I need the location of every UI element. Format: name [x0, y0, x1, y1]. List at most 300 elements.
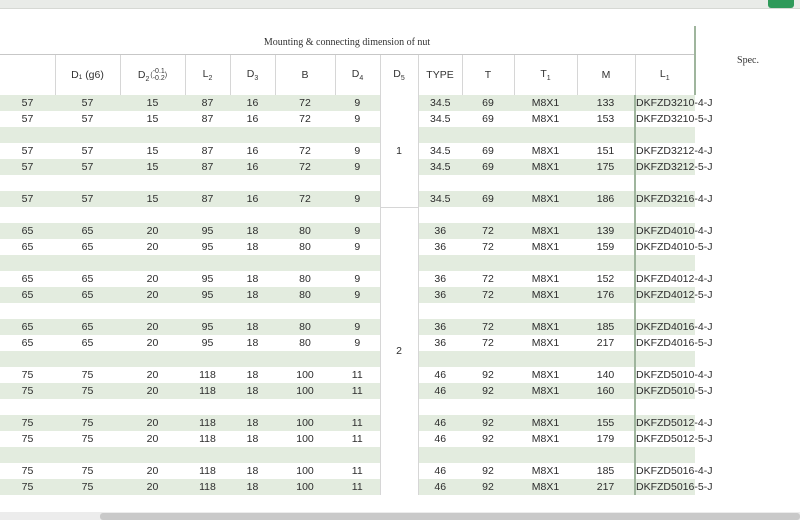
cell-m: M8X1	[514, 463, 577, 479]
spacer-cell	[418, 127, 462, 143]
cell-l1: 179	[577, 431, 635, 447]
cell-l2: 15	[120, 191, 185, 207]
spacer-cell	[462, 447, 514, 463]
cell-d1: 57	[0, 95, 55, 111]
cell-spec: DKFZD3212-4-J	[636, 145, 713, 157]
spacer-cell	[275, 175, 335, 191]
cell-d4: 80	[275, 319, 335, 335]
cell-d5: 9	[335, 335, 380, 351]
cell-d2: 65	[55, 287, 120, 303]
spacer-cell	[55, 447, 120, 463]
spacer-cell	[120, 175, 185, 191]
cell-b: 16	[230, 159, 275, 175]
cell-d4: 100	[275, 479, 335, 495]
cell-spec: DKFZD5010-4-J	[636, 369, 713, 381]
spacer-cell	[462, 127, 514, 143]
spacer-cell	[230, 303, 275, 319]
column-header-row	[0, 55, 800, 96]
cell-d4: 72	[275, 143, 335, 159]
cell-b: 16	[230, 143, 275, 159]
spacer-cell	[185, 207, 230, 223]
cell-l1: 175	[577, 159, 635, 175]
spacer-cell	[0, 175, 55, 191]
cell-d5: 9	[335, 287, 380, 303]
cell-d3: 95	[185, 239, 230, 255]
cell-d5: 11	[335, 479, 380, 495]
spacer-cell	[577, 351, 635, 367]
spacer-cell	[335, 207, 380, 223]
cell-d2: 57	[55, 191, 120, 207]
cell-spec: DKFZD4012-4-J	[636, 273, 713, 285]
cell-spec: DKFZD4010-4-J	[636, 225, 713, 237]
cell-m: M8X1	[514, 335, 577, 351]
cell-d1: 75	[0, 463, 55, 479]
cell-l1: 151	[577, 143, 635, 159]
cell-d5: 9	[335, 191, 380, 207]
spacer-cell	[514, 175, 577, 191]
spacer-cell	[514, 399, 577, 415]
cell-l1: 160	[577, 383, 635, 399]
spacer-cell	[185, 399, 230, 415]
cell-b: 18	[230, 287, 275, 303]
cell-d1: 57	[0, 111, 55, 127]
spacer-cell	[335, 175, 380, 191]
cell-d5: 11	[335, 463, 380, 479]
spacer-cell	[0, 351, 55, 367]
cell-d2: 75	[55, 367, 120, 383]
cell-m: M8X1	[514, 271, 577, 287]
cell-t1: 69	[462, 143, 514, 159]
spacer-cell	[335, 255, 380, 271]
spacer-cell	[635, 447, 695, 463]
spacer-cell	[55, 399, 120, 415]
cell-m: M8X1	[514, 319, 577, 335]
spacer-cell	[0, 127, 55, 143]
spacer-cell	[185, 351, 230, 367]
cell-d1: 65	[0, 287, 55, 303]
spacer-cell	[230, 175, 275, 191]
spacer-cell	[462, 207, 514, 223]
cell-spec: DKFZD3216-4-J	[636, 193, 713, 205]
cell-l1: 155	[577, 415, 635, 431]
spacer-cell	[0, 303, 55, 319]
cell-d4: 72	[275, 191, 335, 207]
cell-d1: 57	[0, 159, 55, 175]
cell-t1: 72	[462, 239, 514, 255]
spacer-cell	[462, 303, 514, 319]
header-l1: $L_1$	[635, 55, 695, 96]
spacer-cell	[275, 351, 335, 367]
spacer-cell	[120, 447, 185, 463]
header-t1: $T_1$	[514, 55, 577, 96]
cell-d2: 75	[55, 431, 120, 447]
cell-d2: 65	[55, 335, 120, 351]
cell-d1: 65	[0, 271, 55, 287]
cell-d4: 100	[275, 431, 335, 447]
cell-b: 18	[230, 415, 275, 431]
spacer-cell	[335, 351, 380, 367]
spacer-cell	[462, 351, 514, 367]
cell-spec: DKFZD4010-5-J	[636, 241, 713, 253]
cell-d1: 65	[0, 319, 55, 335]
cell-m: M8X1	[514, 143, 577, 159]
cell-t: 36	[418, 239, 462, 255]
cell-spec: DKFZD3210-4-J	[636, 97, 713, 109]
cell-d4: 100	[275, 383, 335, 399]
cell-d5: 9	[335, 223, 380, 239]
cell-d4: 72	[275, 95, 335, 111]
header-m: M	[577, 55, 635, 96]
cell-t1: 92	[462, 463, 514, 479]
spacer-cell	[418, 351, 462, 367]
spacer-cell	[514, 351, 577, 367]
spacer-cell	[335, 303, 380, 319]
cell-l2: 20	[120, 239, 185, 255]
spacer-cell	[120, 255, 185, 271]
cell-d1: 57	[0, 143, 55, 159]
header-t: T	[462, 55, 514, 96]
header-l2: $L_2$	[185, 55, 230, 96]
nut-dimension-table	[0, 26, 800, 495]
cell-l2: 20	[120, 479, 185, 495]
cell-t: 34.5	[418, 191, 462, 207]
cell-d2: 75	[55, 415, 120, 431]
cell-d3: 95	[185, 271, 230, 287]
spacer-cell	[335, 127, 380, 143]
cell-d5: 11	[335, 431, 380, 447]
cell-d5: 9	[335, 111, 380, 127]
cell-d3: 118	[185, 479, 230, 495]
dimension-sheet	[0, 26, 800, 495]
cell-l1: 159	[577, 239, 635, 255]
cell-d3: 87	[185, 95, 230, 111]
cell-m: M8X1	[514, 191, 577, 207]
cell-t: 34.5	[418, 111, 462, 127]
spacer-cell	[577, 399, 635, 415]
spacer-cell	[55, 303, 120, 319]
spacer-cell	[185, 447, 230, 463]
cell-d3: 118	[185, 463, 230, 479]
spacer-cell	[577, 255, 635, 271]
cell-d4: 80	[275, 271, 335, 287]
spacer-cell	[275, 303, 335, 319]
spacer-cell	[55, 207, 120, 223]
table-body	[0, 95, 800, 495]
spacer-cell	[0, 255, 55, 271]
cell-spec: DKFZD3212-5-J	[636, 161, 713, 173]
spacer-cell	[55, 351, 120, 367]
spacer-cell	[120, 399, 185, 415]
cell-t: 46	[418, 415, 462, 431]
cell-d5: 11	[335, 383, 380, 399]
cell-b: 18	[230, 335, 275, 351]
cell-b: 18	[230, 239, 275, 255]
spacer-cell	[635, 255, 695, 271]
header-type: TYPE	[418, 55, 462, 96]
header-d4: $D_4$	[335, 55, 380, 96]
cell-d4: 72	[275, 159, 335, 175]
cell-l1: 217	[577, 479, 635, 495]
cell-l1: 176	[577, 287, 635, 303]
cell-d2: 57	[55, 95, 120, 111]
cell-d3: 118	[185, 431, 230, 447]
cell-t: 34.5	[418, 143, 462, 159]
spacer-cell	[418, 207, 462, 223]
cell-d4: 100	[275, 463, 335, 479]
spacer-cell	[577, 447, 635, 463]
cell-b: 16	[230, 191, 275, 207]
header-d1: D₁ (g6)	[55, 55, 120, 96]
spacer-cell	[462, 399, 514, 415]
cell-d2: 65	[55, 223, 120, 239]
cell-l1: 185	[577, 463, 635, 479]
spacer-cell	[0, 399, 55, 415]
cell-d3: 87	[185, 111, 230, 127]
cell-l2: 20	[120, 367, 185, 383]
spacer-cell	[635, 175, 695, 191]
spacer-cell	[185, 303, 230, 319]
spacer-cell	[577, 207, 635, 223]
cell-d4: 80	[275, 223, 335, 239]
cell-m: M8X1	[514, 95, 577, 111]
cell-d4: 80	[275, 287, 335, 303]
cell-l2: 20	[120, 431, 185, 447]
cell-d4: 80	[275, 239, 335, 255]
cell-d2: 75	[55, 479, 120, 495]
cell-l2: 15	[120, 95, 185, 111]
cell-l1: 217	[577, 335, 635, 351]
cell-d2: 65	[55, 271, 120, 287]
cell-l1: 186	[577, 191, 635, 207]
spacer-cell	[462, 255, 514, 271]
window-top-bar	[0, 0, 800, 9]
spacer-cell	[55, 127, 120, 143]
spacer-cell	[577, 303, 635, 319]
cell-b: 18	[230, 367, 275, 383]
spacer-cell	[0, 447, 55, 463]
cell-t1: 72	[462, 271, 514, 287]
cell-d3: 95	[185, 335, 230, 351]
spacer-cell	[418, 255, 462, 271]
spacer-cell	[120, 351, 185, 367]
spacer-cell	[55, 175, 120, 191]
cell-d5: 9	[335, 271, 380, 287]
cell-m: M8X1	[514, 111, 577, 127]
spacer-cell	[418, 447, 462, 463]
cell-l2: 20	[120, 319, 185, 335]
cell-d1: 57	[0, 191, 55, 207]
cell-d3: 95	[185, 223, 230, 239]
spacer-cell	[0, 207, 55, 223]
cell-t1: 69	[462, 159, 514, 175]
cell-t: 46	[418, 463, 462, 479]
spacer-cell	[635, 207, 695, 223]
table-caption: Mounting & connecting dimension of nut	[263, 36, 431, 48]
cell-t1: 69	[462, 191, 514, 207]
cell-b: 18	[230, 479, 275, 495]
cell-t1: 92	[462, 367, 514, 383]
spec-header: Spec.	[695, 26, 800, 95]
cell-d5: 11	[335, 367, 380, 383]
cell-d1: 75	[0, 415, 55, 431]
cell-l2: 20	[120, 335, 185, 351]
spacer-cell	[418, 175, 462, 191]
cell-spec: DKFZD3210-5-J	[636, 113, 713, 125]
spacer-cell	[514, 127, 577, 143]
cell-m: M8X1	[514, 239, 577, 255]
cell-d1: 65	[0, 335, 55, 351]
type-2-cell: 2	[380, 207, 418, 495]
cell-t: 46	[418, 383, 462, 399]
cell-d5: 9	[335, 95, 380, 111]
spacer-cell	[514, 207, 577, 223]
cell-m: M8X1	[514, 367, 577, 383]
cell-d3: 87	[185, 191, 230, 207]
spacer-cell	[275, 399, 335, 415]
cell-d2: 57	[55, 159, 120, 175]
cell-l1: 139	[577, 223, 635, 239]
cell-t: 36	[418, 335, 462, 351]
spacer-cell	[635, 351, 695, 367]
spacer-cell	[230, 399, 275, 415]
header-d5: $D_5$	[380, 55, 418, 96]
cell-t: 46	[418, 431, 462, 447]
header-d2: $D_2(-0.1$ -0.2)	[120, 55, 185, 96]
cell-t: 36	[418, 319, 462, 335]
spacer-cell	[230, 207, 275, 223]
spacer-cell	[514, 303, 577, 319]
cell-l1: 133	[577, 95, 635, 111]
spacer-cell	[120, 207, 185, 223]
cell-l2: 20	[120, 271, 185, 287]
scrollbar-thumb[interactable]	[100, 513, 800, 520]
cell-l2: 20	[120, 383, 185, 399]
cell-d1: 75	[0, 479, 55, 495]
cell-spec: DKFZD4016-5-J	[636, 337, 713, 349]
cell-m: M8X1	[514, 383, 577, 399]
cell-d5: 11	[335, 415, 380, 431]
cell-m: M8X1	[514, 223, 577, 239]
cell-d5: 9	[335, 319, 380, 335]
cell-d4: 80	[275, 335, 335, 351]
cell-spec: DKFZD4016-4-J	[636, 321, 713, 333]
cell-l2: 20	[120, 415, 185, 431]
spacer-cell	[635, 127, 695, 143]
cell-b: 16	[230, 111, 275, 127]
cell-spec: DKFZD5016-5-J	[636, 481, 713, 493]
spacer-cell	[418, 399, 462, 415]
cell-d2: 57	[55, 111, 120, 127]
cell-l1: 152	[577, 271, 635, 287]
spacer-cell	[120, 303, 185, 319]
cell-m: M8X1	[514, 287, 577, 303]
cell-d1: 75	[0, 431, 55, 447]
cell-spec: DKFZD5010-5-J	[636, 385, 713, 397]
cell-l1: 140	[577, 367, 635, 383]
cell-d1: 75	[0, 383, 55, 399]
cell-t1: 92	[462, 383, 514, 399]
cell-l1: 153	[577, 111, 635, 127]
cell-l2: 15	[120, 111, 185, 127]
cell-t: 36	[418, 271, 462, 287]
app-corner-icon[interactable]	[768, 0, 794, 8]
cell-t1: 72	[462, 223, 514, 239]
cell-t1: 92	[462, 479, 514, 495]
cell-t1: 69	[462, 111, 514, 127]
spacer-cell	[230, 255, 275, 271]
cell-d2: 75	[55, 463, 120, 479]
spacer-cell	[635, 399, 695, 415]
spacer-cell	[514, 447, 577, 463]
cell-t: 46	[418, 479, 462, 495]
spacer-cell	[55, 255, 120, 271]
cell-t1: 72	[462, 335, 514, 351]
cell-d1: 65	[0, 223, 55, 239]
cell-b: 18	[230, 319, 275, 335]
cell-l2: 20	[120, 223, 185, 239]
cell-d2: 57	[55, 143, 120, 159]
header-b: B	[275, 55, 335, 96]
cell-d3: 87	[185, 159, 230, 175]
spacer-cell	[230, 351, 275, 367]
spacer-cell	[514, 255, 577, 271]
spacer-cell	[577, 175, 635, 191]
cell-d5: 9	[335, 159, 380, 175]
cell-d4: 72	[275, 111, 335, 127]
cell-t: 34.5	[418, 95, 462, 111]
spacer-cell	[335, 399, 380, 415]
cell-d3: 87	[185, 143, 230, 159]
spacer-cell	[418, 303, 462, 319]
spacer-cell	[185, 255, 230, 271]
type-1-cell: 1	[380, 95, 418, 207]
cell-spec: DKFZD5012-4-J	[636, 417, 713, 429]
spacer-cell	[185, 175, 230, 191]
cell-l2: 15	[120, 143, 185, 159]
cell-m: M8X1	[514, 479, 577, 495]
spacer-cell	[275, 127, 335, 143]
cell-spec: DKFZD5016-4-J	[636, 465, 713, 477]
spacer-cell	[275, 447, 335, 463]
cell-d1: 65	[0, 239, 55, 255]
cell-b: 18	[230, 223, 275, 239]
cell-t1: 72	[462, 319, 514, 335]
cell-t: 36	[418, 223, 462, 239]
cell-d4: 100	[275, 367, 335, 383]
cell-t1: 69	[462, 95, 514, 111]
cell-l1: 185	[577, 319, 635, 335]
cell-spec: DKFZD5012-5-J	[636, 433, 713, 445]
spacer-cell	[275, 207, 335, 223]
spacer-cell	[577, 127, 635, 143]
spacer-cell	[335, 447, 380, 463]
cell-d3: 95	[185, 319, 230, 335]
cell-d2: 75	[55, 383, 120, 399]
cell-b: 18	[230, 271, 275, 287]
cell-d2: 65	[55, 319, 120, 335]
cell-m: M8X1	[514, 159, 577, 175]
cell-d3: 118	[185, 415, 230, 431]
cell-b: 16	[230, 95, 275, 111]
cell-d4: 100	[275, 415, 335, 431]
cell-t: 36	[418, 287, 462, 303]
cell-t: 46	[418, 367, 462, 383]
table-row	[0, 95, 800, 111]
spacer-cell	[635, 303, 695, 319]
cell-l2: 20	[120, 287, 185, 303]
cell-t: 34.5	[418, 159, 462, 175]
cell-t1: 92	[462, 431, 514, 447]
